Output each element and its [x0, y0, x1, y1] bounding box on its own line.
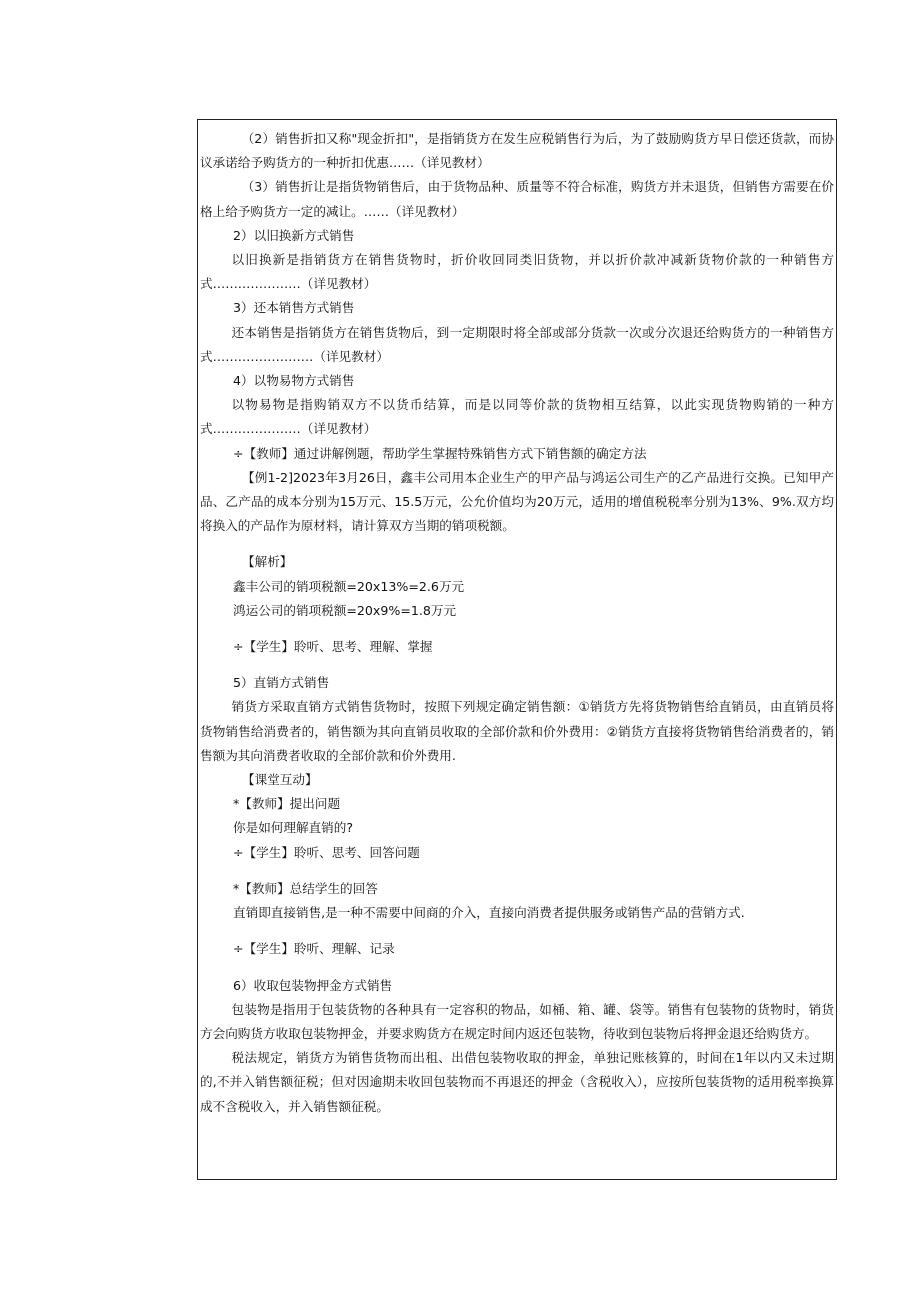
- teacher-question: *【教师】提出问题: [233, 796, 341, 812]
- heading-trade-in-sales: 2）以旧换新方式销售: [233, 227, 355, 243]
- paragraph-packaging-definition: 包装物是指用于包装货物的各种具有一定容积的物品，如桶、箱、罐、袋等。销售有包装物的货物时，销货方会向购货方收取包装物押金，并要求购货方在规定时间内返还包装物，待收到包装物后将押金退还给购货方。: [200, 1001, 834, 1041]
- example-1-2: 【例1-2]2023年3月26日，鑫丰公司用本企业生产的甲产品与鸿运公司生产的乙产品进行交换。已知甲产品、乙产品的成本分别为15万元、15.5万元，公允价值均为20万元，适用的增值税税率分别为13%、9%.双方均将换入的产品作为原材料，请计算双方当期的销项税额。: [200, 469, 834, 534]
- paragraph-tax-rule: 税法规定，销货方为销售货物而出租、出借包装物收取的押金，单独记账核算的，时间在1年以内又未过期的,不并入销售额征税；但对因逾期未收回包装物而不再退还的押金（含税收入），应按所包装货物的适用税率换算成不含税收入，并入销售额征税。: [200, 1050, 834, 1114]
- analysis-heading: 【解析】: [242, 554, 293, 570]
- paragraph-sales-discount: （2）销售折扣又称"现金折扣"，是指销货方在发生应税销售行为后，为了鼓励购货方早日偿还货款，而协议承诺给予购货方的一种折扣优惠……（详见教材）: [200, 131, 834, 171]
- student-record-note: ÷【学生】聆听、理解、记录: [233, 941, 395, 957]
- teacher-note-example: ÷【教师】通过讲解例题，帮助学生掌握特殊销售方式下销售额的确定方法: [233, 445, 647, 461]
- class-interaction-heading: 【课堂互动】: [242, 772, 318, 788]
- heading-repayment-sales: 3）还本销售方式销售: [233, 300, 355, 316]
- paragraph-direct-sales: 销货方采取直销方式销售货物时，按照下列规定确定销售额：①销货方先将货物销售给直销员，由直销员将货物销售给消费者的，销售额为其向直销员收取的全部价款和价外费用：②销货方直接将货物销售给消费者的，销售额为其向消费者收取的全部价款和价外费用.: [200, 699, 834, 763]
- analysis-line-hongyun: 鸿运公司的销项税额=20x9%=1.8万元: [233, 602, 457, 618]
- spacer: [200, 623, 834, 635]
- spacer: [200, 865, 834, 877]
- spacer: [200, 659, 834, 671]
- paragraph-trade-in-sales: 以旧换新是指销货方在销售货物时，折价收回同类旧货物，并以折价款冲减新货物价款的一种销售方式…………………（详见教材）: [200, 252, 834, 292]
- heading-barter-sales: 4）以物易物方式销售: [233, 373, 355, 389]
- question-text: 你是如何理解直销的?: [233, 820, 354, 836]
- paragraph-repayment-sales: 还本销售是指销货方在销售货物后，到一定期限时将全部或部分货款一次或分次退还给购货方的一种销售方式……………………（详见教材）: [200, 324, 834, 364]
- teacher-summary: *【教师】总结学生的回答: [233, 880, 378, 896]
- document-frame: [197, 119, 837, 1180]
- paragraph-barter-sales: 以物易物是指购销双方不以货币结算，而是以同等价款的货物相互结算，以此实现货物购销的一种方式…………………（详见教材）: [200, 397, 834, 437]
- paragraph-sales-allowance: （3）销售折让是指货物销售后，由于货物品种、质量等不符合标准，购货方并未退货，但销售方需要在价格上给予购货方一定的减让。……（详见教材）: [200, 179, 834, 219]
- student-note-listen: ÷【学生】聆听、思考、理解、掌握: [233, 639, 433, 655]
- document-body: [198, 120, 836, 1119]
- heading-direct-sales: 5）直销方式销售: [233, 675, 330, 691]
- summary-text: 直销即直接销售,是一种不需要中间商的介入，直接向消费者提供服务或销售产品的营销方式.: [233, 905, 745, 921]
- spacer: [200, 962, 834, 974]
- spacer: [200, 925, 834, 937]
- heading-packaging-deposit: 6）收取包装物押金方式销售: [233, 977, 393, 993]
- student-answer-note: ÷【学生】聆听、思考、回答问题: [233, 844, 420, 860]
- spacer: [200, 538, 834, 550]
- analysis-line-xinfeng: 鑫丰公司的销项税额=20x13%=2.6万元: [233, 578, 465, 594]
